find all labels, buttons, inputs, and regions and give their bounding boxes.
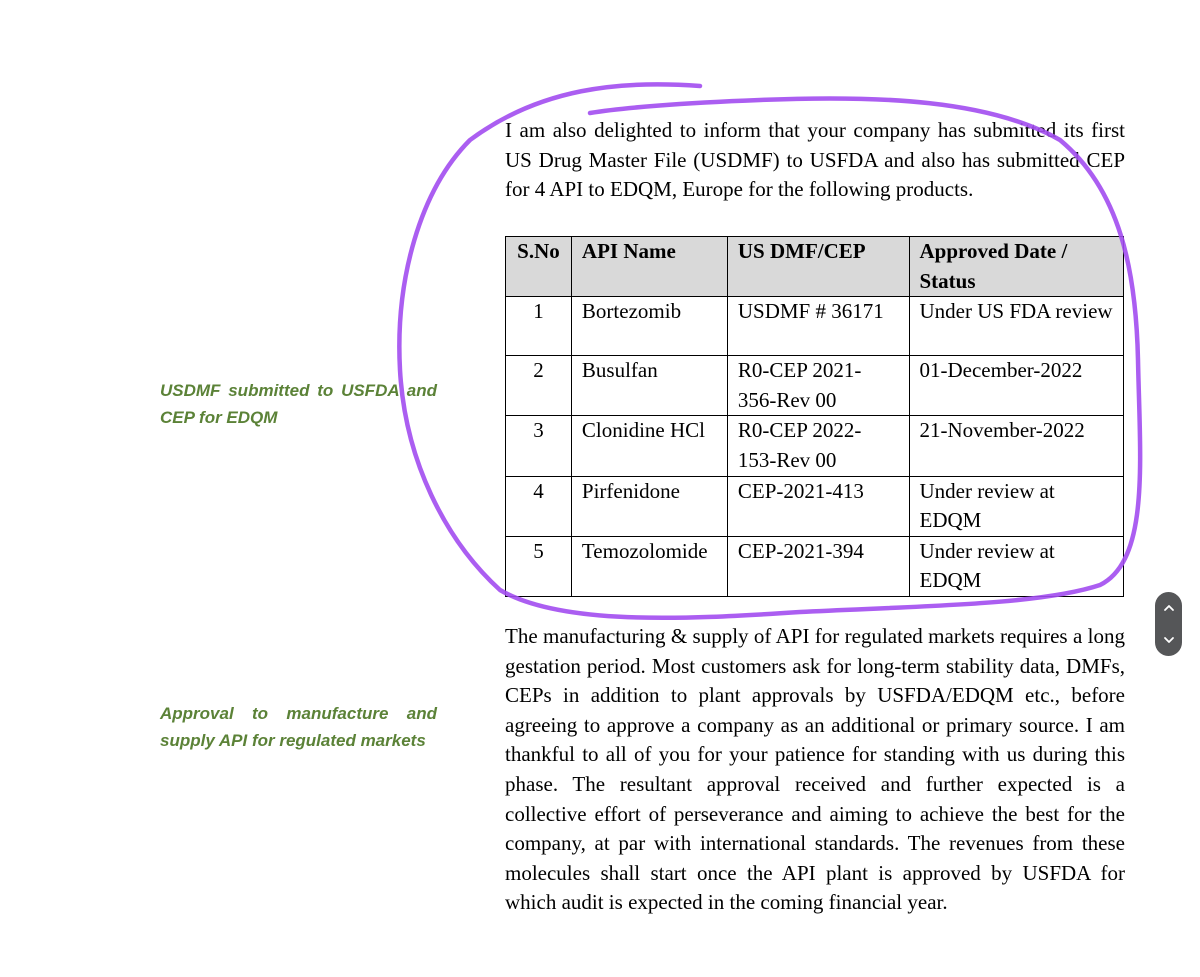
header-status: Approved Date / Status [909, 237, 1124, 297]
table-row [506, 356, 1124, 416]
table-row [506, 476, 1124, 536]
header-api-name: API Name [571, 237, 727, 297]
header-dmf-cep: US DMF/CEP [727, 237, 909, 297]
cell-sno: 1 [506, 297, 572, 356]
table-row [506, 536, 1124, 596]
cell-dmf-cep: CEP-2021-413 [727, 476, 909, 536]
cell-dmf-cep: USDMF # 36171 [727, 297, 909, 356]
paragraph-intro: I am also delighted to inform that your company has submitted its first US Drug Master File (USDMF) to USFDA and also has submitted CEP for 4 API to EDQM, Europe for the following products. [505, 118, 1125, 202]
cell-dmf-cep: R0-CEP 2022-153-Rev 00 [727, 416, 909, 476]
cell-sno: 5 [506, 536, 572, 596]
scroll-controls [1155, 592, 1182, 656]
table-header-row [506, 237, 1124, 297]
cell-api-name: Clonidine HCl [571, 416, 727, 476]
cell-status: 21-November-2022 [909, 416, 1124, 476]
side-note-usdmf: USDMF submitted to USFDA and CEP for EDQM [160, 381, 437, 427]
side-note-approval: Approval to manufacture and supply API for regulated markets [160, 704, 437, 750]
table-row [506, 297, 1124, 356]
table-row [506, 416, 1124, 476]
cell-api-name: Temozolomide [571, 536, 727, 596]
cell-status: Under US FDA review [909, 297, 1124, 356]
header-sno: S.No [506, 237, 572, 297]
cell-status: 01-December-2022 [909, 356, 1124, 416]
cell-sno: 4 [506, 476, 572, 536]
cell-api-name: Bortezomib [571, 297, 727, 356]
cell-status: Under review at EDQM [909, 476, 1124, 536]
chevron-up-icon[interactable] [1162, 601, 1176, 615]
cell-sno: 2 [506, 356, 572, 416]
paragraph-regulated-markets: The manufacturing & supply of API for regulated markets requires a long gestation period. Most customers ask for long-term stability data, DMFs, CEPs in addition to plant approvals by USFDA/EDQM etc., before agreeing to approve a company as an additional or primary source. I am thankful to all of you for your patience for standing with us during this phase. The resultant approval received and further expected is a collective effort of perseverance and aiming to achieve the best for the company, at par with international standards. The revenues from these molecules shall start once the API plant is approved by USFDA for which audit is expected in the coming financial year. [505, 624, 1125, 915]
cell-api-name: Pirfenidone [571, 476, 727, 536]
cell-dmf-cep: CEP-2021-394 [727, 536, 909, 596]
api-filings-table [505, 236, 1124, 597]
cell-sno: 3 [506, 416, 572, 476]
cell-status: Under review at EDQM [909, 536, 1124, 596]
cell-dmf-cep: R0-CEP 2021-356-Rev 00 [727, 356, 909, 416]
chevron-down-icon[interactable] [1162, 633, 1176, 647]
cell-api-name: Busulfan [571, 356, 727, 416]
